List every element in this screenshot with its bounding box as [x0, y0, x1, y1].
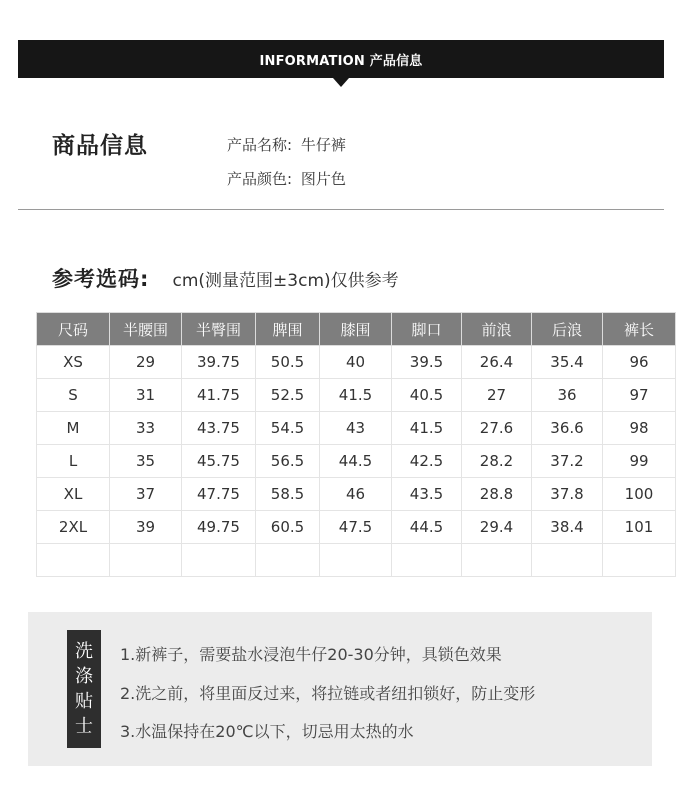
size-chart-title: 参考选码:	[52, 267, 150, 291]
size-chart-heading	[52, 263, 399, 293]
table-cell: 98	[603, 412, 676, 445]
table-cell: 49.75	[182, 511, 256, 544]
header-leg-opening: 脚口	[392, 313, 462, 346]
table-cell: 26.4	[462, 346, 532, 379]
table-row	[37, 478, 676, 511]
table-cell: S	[37, 379, 110, 412]
table-cell: 37	[110, 478, 182, 511]
table-cell: 28.8	[462, 478, 532, 511]
table-cell: 37.2	[532, 445, 603, 478]
header-length: 裤长	[603, 313, 676, 346]
care-tag-char: 贴	[75, 691, 93, 712]
care-tips-tag	[67, 630, 101, 748]
table-cell: 100	[603, 478, 676, 511]
table-cell: 35.4	[532, 346, 603, 379]
product-name-value: 牛仔裤	[300, 136, 346, 154]
table-cell: 42.5	[392, 445, 462, 478]
size-table-header-row	[37, 313, 676, 346]
table-cell: 96	[603, 346, 676, 379]
care-tag-char: 士	[75, 716, 93, 737]
banner-title: INFORMATION 产品信息	[259, 53, 423, 69]
table-cell: 41.75	[182, 379, 256, 412]
table-cell: 52.5	[256, 379, 320, 412]
table-row	[37, 379, 676, 412]
table-cell: 40	[320, 346, 392, 379]
product-name-label: 产品名称:	[227, 136, 293, 154]
table-cell: 45.75	[182, 445, 256, 478]
table-cell: L	[37, 445, 110, 478]
size-chart-note: cm(测量范围±3cm)仅供参考	[172, 271, 399, 291]
table-cell: 27.6	[462, 412, 532, 445]
table-cell	[462, 544, 532, 577]
table-cell: XS	[37, 346, 110, 379]
table-cell: 29	[110, 346, 182, 379]
table-cell: 28.2	[462, 445, 532, 478]
table-cell: 56.5	[256, 445, 320, 478]
table-cell: 36	[532, 379, 603, 412]
information-banner	[18, 40, 664, 78]
header-size: 尺码	[37, 313, 110, 346]
table-cell	[392, 544, 462, 577]
header-half-waist: 半腰围	[110, 313, 182, 346]
table-cell: 40.5	[392, 379, 462, 412]
header-knee: 膝围	[320, 313, 392, 346]
table-cell: 43.75	[182, 412, 256, 445]
table-row	[37, 445, 676, 478]
table-row	[37, 412, 676, 445]
table-cell: 44.5	[320, 445, 392, 478]
table-cell	[320, 544, 392, 577]
table-cell: 39.75	[182, 346, 256, 379]
care-tip-1: 1.新裤子，需要盐水浸泡牛仔20-30分钟，具锁色效果	[120, 645, 502, 664]
table-cell: 37.8	[532, 478, 603, 511]
product-name-row	[227, 134, 346, 155]
banner-pointer-triangle	[333, 78, 349, 87]
table-cell: 50.5	[256, 346, 320, 379]
table-cell: 35	[110, 445, 182, 478]
table-cell: 43	[320, 412, 392, 445]
table-cell: 60.5	[256, 511, 320, 544]
section-divider	[18, 209, 664, 210]
product-color-row	[227, 168, 346, 189]
table-cell: M	[37, 412, 110, 445]
table-cell: 33	[110, 412, 182, 445]
header-thigh: 脾围	[256, 313, 320, 346]
care-tip-2: 2.洗之前，将里面反过来，将拉链或者纽扣锁好，防止变形	[120, 684, 536, 703]
table-cell: 99	[603, 445, 676, 478]
table-cell: 31	[110, 379, 182, 412]
header-half-hip: 半臀围	[182, 313, 256, 346]
product-color-label: 产品颜色:	[227, 170, 293, 188]
table-row	[37, 511, 676, 544]
care-tag-char: 涤	[75, 666, 93, 687]
product-color-value: 图片色	[300, 170, 346, 188]
table-cell: 41.5	[320, 379, 392, 412]
header-back-rise: 后浪	[532, 313, 603, 346]
table-cell: 43.5	[392, 478, 462, 511]
table-cell: 47.5	[320, 511, 392, 544]
table-cell: 39.5	[392, 346, 462, 379]
table-cell	[256, 544, 320, 577]
product-info-heading: 商品信息	[52, 133, 148, 159]
table-cell	[182, 544, 256, 577]
table-cell: 2XL	[37, 511, 110, 544]
size-table	[36, 312, 676, 577]
table-cell: 97	[603, 379, 676, 412]
table-cell	[110, 544, 182, 577]
table-cell	[37, 544, 110, 577]
table-cell: 101	[603, 511, 676, 544]
table-cell	[603, 544, 676, 577]
table-cell: XL	[37, 478, 110, 511]
header-front-rise: 前浪	[462, 313, 532, 346]
table-cell: 38.4	[532, 511, 603, 544]
table-cell: 58.5	[256, 478, 320, 511]
care-tip-3: 3.水温保持在20℃以下，切忌用太热的水	[120, 722, 414, 741]
table-row	[37, 346, 676, 379]
table-cell: 46	[320, 478, 392, 511]
care-tag-char: 洗	[75, 641, 93, 662]
table-cell: 54.5	[256, 412, 320, 445]
table-cell: 41.5	[392, 412, 462, 445]
table-cell: 36.6	[532, 412, 603, 445]
table-cell	[532, 544, 603, 577]
table-row-empty	[37, 544, 676, 577]
table-cell: 27	[462, 379, 532, 412]
table-cell: 44.5	[392, 511, 462, 544]
table-cell: 39	[110, 511, 182, 544]
table-cell: 29.4	[462, 511, 532, 544]
table-cell: 47.75	[182, 478, 256, 511]
